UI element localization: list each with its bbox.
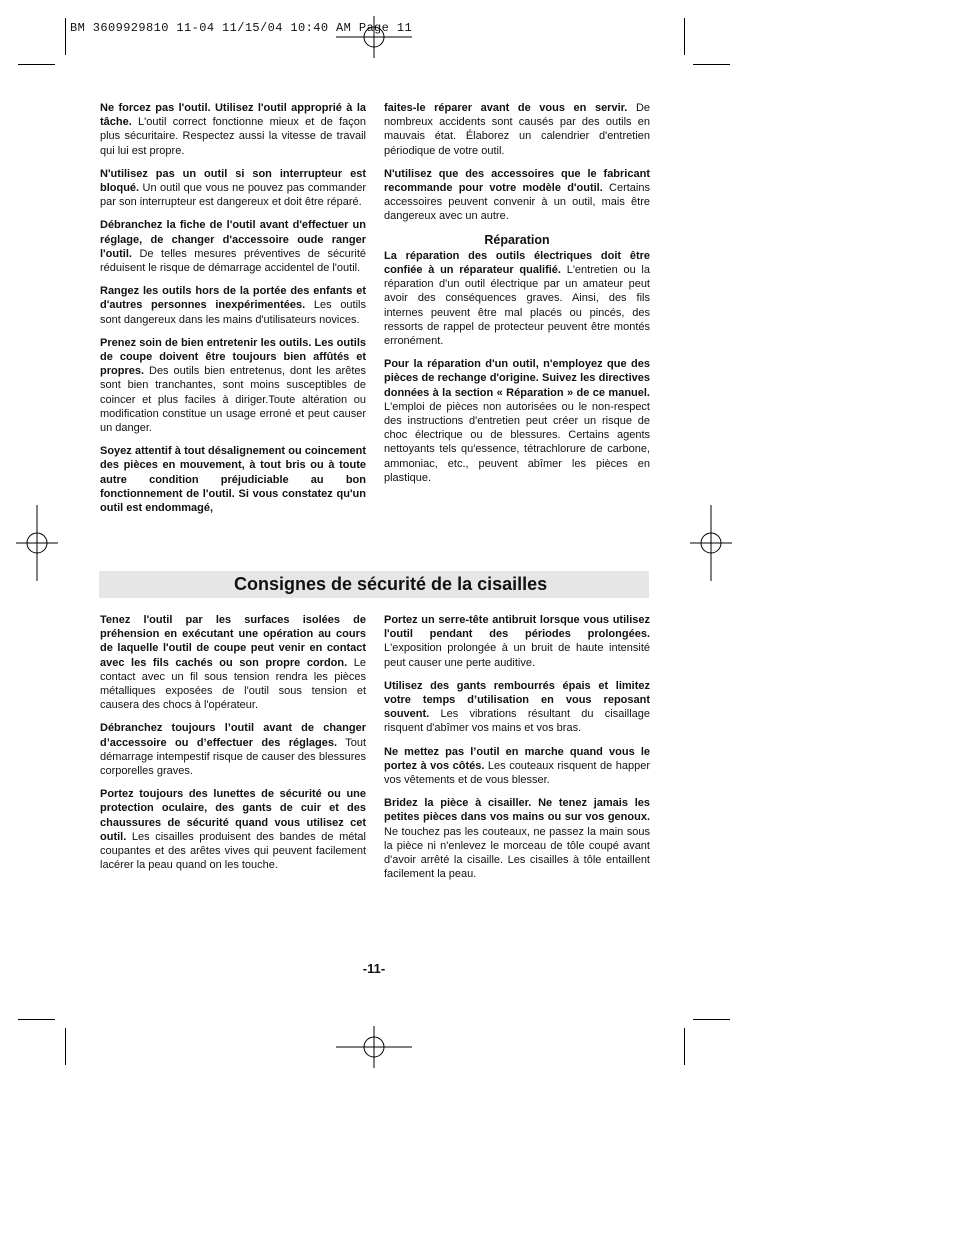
paragraph: Pour la réparation d'un outil, n'employez que des pièces de rechange d'origine. Suivez les directives données à la section « Réparation » de ce manuel. L'emploi de pièces non autorisées ou le non-respect des instructions d'entretien peut créer un risque de choc électrique ou de blessures. Certains agents nettoyants tels qu'essence, tétrachlorure de carbone, ammoniac, etc., peuvent abîmer les pièces en plastique.: [384, 358, 650, 484]
crop-mark: [693, 64, 730, 65]
print-slug: BM 3609929810 11-04 11/15/04 10:40 AM Page 11: [70, 21, 413, 35]
column-top-left: [100, 101, 366, 524]
paragraph: Rangez les outils hors de la portée des enfants et d'autres personnes inexpérimentées. Les outils sont dangereux dans les mains d'utilisateurs novices.: [100, 285, 366, 326]
registration-mark-icon: [336, 1026, 412, 1068]
section-banner: [99, 571, 649, 598]
registration-mark-icon: [16, 505, 58, 581]
paragraph: Tenez l'outil par les surfaces isolées de préhension en exécutant une opération au cours de laquelle l'outil de coupe peut venir en contact avec les fils cachés ou son propre cordon. Le contact avec un fil sous tension rendra les pièces métalliques exposées de l'outil sous tension et causera des chocs à l'opérateur.: [100, 614, 366, 712]
registration-mark-icon: [336, 16, 412, 58]
crop-mark: [65, 18, 66, 55]
crop-mark: [18, 1019, 55, 1020]
crop-mark: [65, 1028, 66, 1065]
paragraph: Ne mettez pas l’outil en marche quand vous le portez à vos côtés. Les couteaux risquent de happer vos vêtements et de vous blesser.: [384, 745, 650, 787]
paragraph: Portez toujours des lunettes de sécurité ou une protection oculaire, des gants de cuir et des chaussures de sécurité quand vous utilisez cet outil. Les cisailles produisent des bandes de métal coupantes et des arêtes vives qui peuvent facilement lacérer la peau quand on les touche.: [100, 788, 366, 872]
paragraph: Portez un serre-tête antibruit lorsque vous utilisez l'outil pendant des périodes prolongées. L'exposition prolongée à un bruit de haute intensité peut causer une perte auditive.: [384, 614, 650, 669]
paragraph: N'utilisez pas un outil si son interrupteur est bloqué. Un outil que vous ne pouvez pas commander par son interrupteur est dangereux et doit être réparé.: [100, 167, 366, 209]
repair-heading: Réparation: [484, 232, 550, 247]
crop-mark: [684, 18, 685, 55]
paragraph: Prenez soin de bien entretenir les outils. Les outils de coupe doivent être toujours bien affûtés et propres. Des outils bien entretenus, dont les arêtes sont bien tranchantes, sont moins susceptibles de coincer et plus faciles à diriger.Toute altération ou modification constitue un usage erroné et peut causer un danger.: [100, 336, 366, 435]
column-bottom-left: [100, 613, 366, 881]
crop-mark: [693, 1019, 730, 1020]
column-bottom-right: [384, 613, 650, 890]
paragraph: Utilisez des gants rembourrés épais et limitez votre temps d’utilisation en vous reposant souvent. Les vibrations résultant du cisaillage risquent d'abîmer vos mains et vos bras.: [384, 679, 650, 735]
paragraph: Soyez attentif à tout désalignement ou coincement des pièces en mouvement, à tout bris ou à toute autre condition préjudiciable au bon fonctionnement de l'outil. Si vous constatez qu'un outil est endommagé,: [100, 445, 366, 515]
section-title: Consignes de sécurité de la cisailles: [234, 574, 548, 594]
paragraph: Ne forcez pas l'outil. Utilisez l'outil approprié à la tâche. L'outil correct fonctionne mieux et de façon plus sécuritaire. Respectez aussi la vitesse de travail qui lui est propre.: [100, 102, 366, 157]
paragraph: N'utilisez que des accessoires que le fabricant recommande pour votre modèle d'outil. Certains accessoires peuvent convenir à un outil, mais être dangereux avec un autre.: [384, 167, 650, 223]
paragraph: Débranchez toujours l’outil avant de changer d’accessoire ou d’effectuer des réglages. Tout démarrage intempestif risque de causer des blessures corporelles graves.: [100, 722, 367, 778]
paragraph: Bridez la pièce à cisailler. Ne tenez jamais les petites pièces dans vos mains ou sur vos genoux. Ne touchez pas les couteaux, ne passez la main sous la pièce ni n'enlevez le morceau de tôle coupé avant d'avoir arrêté la cisaille. Les cisailles à tôle entaillent facilement la peau.: [384, 797, 650, 881]
crop-mark: [18, 64, 55, 65]
page-number: -11-: [362, 961, 386, 976]
column-top-right: [384, 101, 650, 494]
paragraph: faites-le réparer avant de vous en servir. De nombreux accidents sont causés par des outils en mauvais état. Élaborez un calendrier d'entretien périodique de votre outil.: [384, 102, 650, 157]
paragraph: Débranchez la fiche de l'outil avant d'effectuer un réglage, de changer d'accessoire oude ranger l'outil. De telles mesures préventives de sécurité réduisent le risque de démarrage accidentel de l'outil.: [100, 219, 366, 275]
registration-mark-icon: [690, 505, 732, 581]
paragraph: La réparation des outils électriques doit être confiée à un réparateur qualifié. L'entretien ou la réparation d'un outil électrique par un amateur peut avoir des conséquences graves. Ainsi, des fils internes peuvent être mal placés ou pincés, des ressorts de rappel de protecteur peuvent être montés erronément.: [384, 249, 650, 348]
crop-mark: [684, 1028, 685, 1065]
